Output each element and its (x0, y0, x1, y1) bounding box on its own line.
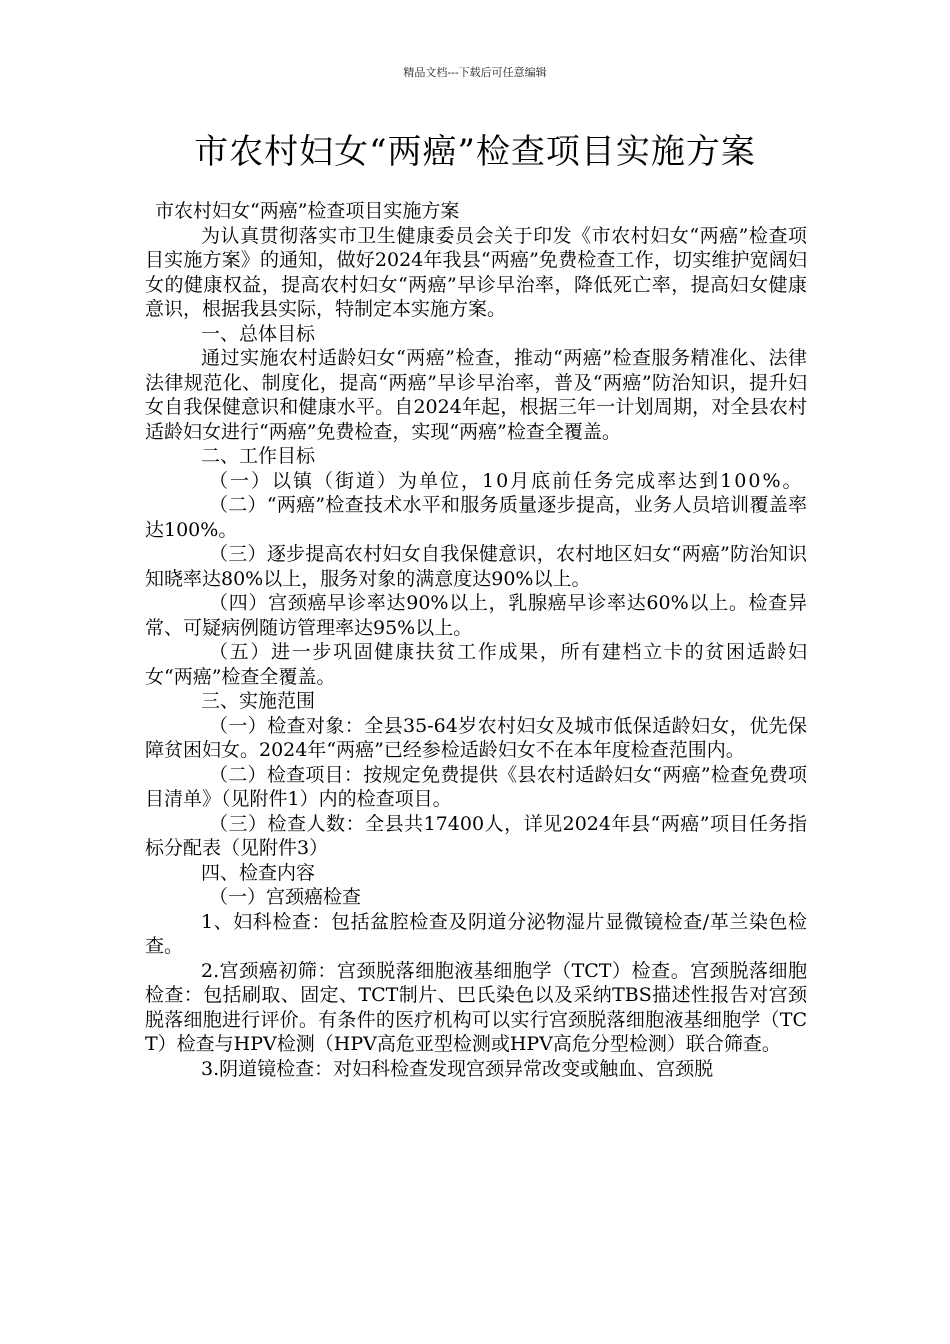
scope-item-1: （一）检查对象：全县35-64岁农村妇女及城市低保适龄妇女，优先保障贫困妇女。2024年“两癌”已经参检适龄妇女不在本年度检查范围内。 (145, 714, 807, 761)
check-item-3: 3.阴道镜检查：对妇科检查发现宫颈异常改变或触血、宫颈脱 (201, 1057, 714, 1080)
section-1-paragraph: 通过实施农村适龄妇女“两癌”检查，推动“两癌”检查服务精准化、法律法律规范化、制度化，提高“两癌”早诊早治率，普及“两癌”防治知识，提升妇女自我保健意识和健康水平。自2024年起，根据三年一计划周期，对全县农村适龄妇女进行“两癌”免费检查，实现“两癌”检查全覆盖。 (145, 347, 807, 443)
goal-item-1: （一）以镇（街道）为单位，10月底前任务完成率达到100%。 (209, 469, 804, 492)
goal-item-4: （四）宫颈癌早诊率达90%以上，乳腺癌早诊率达60%以上。检查异常、可疑病例随访管理率达95%以上。 (145, 592, 807, 639)
goal-item-3: （三）逐步提高农村妇女自我保健意识，农村地区妇女“两癌”防治知识知晓率达80%以上，服务对象的满意度达90%以上。 (145, 543, 807, 590)
section-heading-2: 二、工作目标 (201, 445, 316, 467)
check-item-2: 2.宫颈癌初筛：宫颈脱落细胞液基细胞学（TCT）检查。宫颈脱落细胞检查：包括刷取、固定、TCT制片、巴氏染色以及采纳TBS描述性报告对宫颈脱落细胞进行评价。有条件的医疗机构可以实行宫颈脱落细胞液基细胞学（TCT）检查与HPV检测（HPV高危亚型检测或HPV高危分型检测）联合筛查。 (145, 959, 807, 1055)
document-body (145, 199, 807, 1081)
scope-item-2: （二）检查项目：按规定免费提供《县农村适龄妇女“两癌”检查免费项目清单》（见附件1）内的检查项目。 (145, 763, 807, 810)
check-item-1: 1、妇科检查：包括盆腔检查及阴道分泌物湿片显微镜检查/革兰染色检查。 (145, 910, 807, 957)
intro-paragraph: 为认真贯彻落实市卫生健康委员会关于印发《市农村妇女“两癌”检查项目实施方案》的通知，做好2024年我县“两癌”免费检查工作，切实维护宽阔妇女的健康权益，提高农村妇女“两癌”早诊早治率，降低死亡率，提高妇女健康意识，根据我县实际，特制定本实施方案。 (145, 224, 807, 320)
document-title: 市农村妇女“两癌”检查项目实施方案 (194, 132, 756, 172)
subsection-heading-cervical: （一）宫颈癌检查 (209, 886, 362, 908)
section-heading-3: 三、实施范围 (201, 690, 316, 712)
section-heading-4: 四、检查内容 (201, 861, 316, 884)
subtitle-line: 市农村妇女“两癌”检查项目实施方案 (155, 200, 460, 222)
scope-item-3: （三）检查人数：全县共17400人，详见2024年县“两癌”项目任务指标分配表（见附件3） (145, 812, 807, 859)
section-heading-1: 一、总体目标 (201, 322, 316, 345)
goal-item-2: （二）“两癌”检查技术水平和服务质量逐步提高，业务人员培训覆盖率达100%。 (145, 494, 807, 541)
goal-item-5: （五）进一步巩固健康扶贫工作成果，所有建档立卡的贫困适龄妇女“两癌”检查全覆盖。 (145, 641, 807, 688)
page-header-note: 精品文档---下载后可任意编辑 (403, 66, 547, 79)
